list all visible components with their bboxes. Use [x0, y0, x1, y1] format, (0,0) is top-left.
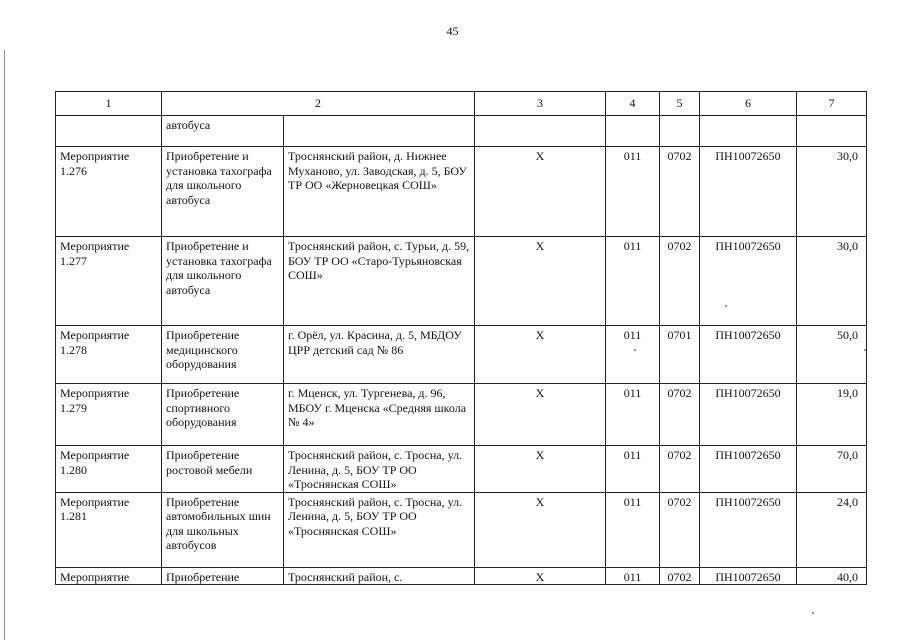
table-row: [56, 567, 867, 585]
header-cell-3: 3: [475, 92, 606, 116]
continuation-row: [56, 116, 867, 147]
page-edge-line: [4, 50, 5, 640]
event-cell: Мероприятие 1.279: [56, 384, 162, 446]
col3-cell: [475, 116, 606, 147]
scan-speck: [725, 305, 727, 307]
header-cell-7: 7: [797, 92, 867, 116]
desc-cell: Приобретение и установка тахографа для школьного автобуса: [162, 237, 284, 326]
header-cell-6: 6: [700, 92, 797, 116]
event-cell: Мероприятие 1.278: [56, 326, 162, 384]
scan-speck: [634, 349, 636, 351]
event-cell: Мероприятие 1.276: [56, 147, 162, 237]
desc-cell: Приобретение ростовой мебели: [162, 446, 284, 493]
col5-cell: 0702: [660, 237, 700, 326]
col3-cell: Х: [475, 237, 606, 326]
event-cell: Мероприятие 1.281: [56, 492, 162, 567]
col5-cell: [660, 116, 700, 147]
col4-cell: 011: [606, 492, 660, 567]
col6-cell: ПН10072650: [700, 326, 797, 384]
col5-cell: 0702: [660, 384, 700, 446]
address-cell: Троснянский район, д. Нижнее Муханово, ул. Заводская, д. 5, БОУ ТР ОО «Жерновецкая СОШ»: [284, 147, 475, 237]
col6-cell: ПН10072650: [700, 237, 797, 326]
address-cell: Троснянский район, с.: [284, 567, 475, 585]
desc-cell: Приобретение спортивного оборудования: [162, 384, 284, 446]
event-cell: [56, 116, 162, 147]
event-cell: Мероприятие 1.277: [56, 237, 162, 326]
col3-cell: Х: [475, 446, 606, 493]
col4-cell: 011: [606, 384, 660, 446]
table-row: [56, 326, 867, 384]
header-cell-1: 1: [56, 92, 162, 116]
desc-cell: Приобретение: [162, 567, 284, 585]
col3-cell: Х: [475, 492, 606, 567]
budget-table: [55, 91, 867, 585]
table-row: [56, 492, 867, 567]
col3-cell: Х: [475, 384, 606, 446]
desc-cell: Приобретение медицинского оборудования: [162, 326, 284, 384]
col7-cell: 19,0: [797, 384, 867, 446]
col3-cell: Х: [475, 567, 606, 585]
col5-cell: 0702: [660, 147, 700, 237]
col5-cell: 0701: [660, 326, 700, 384]
address-cell: [284, 116, 475, 147]
page-number: 45: [446, 24, 459, 38]
event-cell: Мероприятие: [56, 567, 162, 585]
col7-cell: 70,0: [797, 446, 867, 493]
col4-cell: [606, 116, 660, 147]
col3-cell: Х: [475, 147, 606, 237]
col7-cell: 30,0: [797, 147, 867, 237]
col7-cell: 40,0: [797, 567, 867, 585]
col7-cell: 30,0: [797, 237, 867, 326]
event-cell: Мероприятие 1.280: [56, 446, 162, 493]
scan-speck: [864, 349, 866, 351]
col4-cell: 011: [606, 446, 660, 493]
col5-cell: 0702: [660, 446, 700, 493]
col6-cell: ПН10072650: [700, 384, 797, 446]
col4-cell: 011: [606, 147, 660, 237]
desc-cell: автобуса: [162, 116, 284, 147]
desc-cell: Приобретение автомобильных шин для школьных автобусов: [162, 492, 284, 567]
col6-cell: [700, 116, 797, 147]
header-cell-5: 5: [660, 92, 700, 116]
col4-cell: 011: [606, 237, 660, 326]
col7-cell: [797, 116, 867, 147]
desc-cell: Приобретение и установка тахографа для школьного автобуса: [162, 147, 284, 237]
col7-cell: 50,0: [797, 326, 867, 384]
address-cell: Троснянский район, с. Тросна, ул. Ленина, д. 5, БОУ ТР ОО «Троснянская СОШ»: [284, 446, 475, 493]
table-row: [56, 446, 867, 493]
col6-cell: ПН10072650: [700, 446, 797, 493]
col6-cell: ПН10072650: [700, 147, 797, 237]
col6-cell: ПН10072650: [700, 567, 797, 585]
col4-cell: 011: [606, 326, 660, 384]
col7-cell: 24,0: [797, 492, 867, 567]
header-row: [56, 92, 867, 116]
header-cell-4: 4: [606, 92, 660, 116]
address-cell: Троснянский район, с. Турьи, д. 59, БОУ ТР ОО «Старо-Турьяновская СОШ»: [284, 237, 475, 326]
table-row: [56, 147, 867, 237]
table-row: [56, 384, 867, 446]
col6-cell: ПН10072650: [700, 492, 797, 567]
col5-cell: 0702: [660, 567, 700, 585]
table-row: [56, 237, 867, 326]
col3-cell: Х: [475, 326, 606, 384]
header-cell-2: 2: [162, 92, 475, 116]
col4-cell: 011: [606, 567, 660, 585]
col5-cell: 0702: [660, 492, 700, 567]
address-cell: г. Орёл, ул. Красина, д. 5, МБДОУ ЦРР детский сад № 86: [284, 326, 475, 384]
address-cell: г. Мценск, ул. Тургенева, д. 96, МБОУ г. Мценска «Средняя школа № 4»: [284, 384, 475, 446]
scan-speck: [812, 612, 814, 614]
address-cell: Троснянский район, с. Тросна, ул. Ленина, д. 5, БОУ ТР ОО «Троснянская СОШ»: [284, 492, 475, 567]
